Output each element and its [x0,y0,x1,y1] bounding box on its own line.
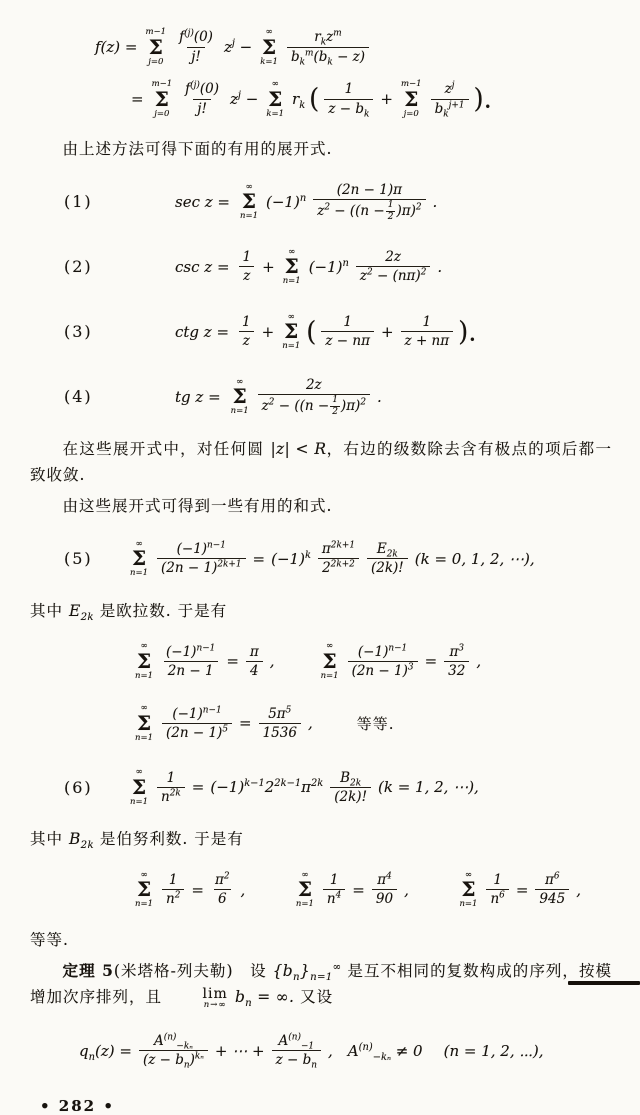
fraction [287,28,369,68]
denominator: $n^{2k}$ [157,787,185,806]
sum-upper-limit: ∞ [301,869,309,880]
fraction [356,248,430,285]
fraction [318,540,359,577]
sum-upper-limit: ∞ [287,311,295,322]
sum-upper-limit: ∞ [140,641,148,652]
text-run: 又设 [294,988,334,1007]
period: . [377,387,382,406]
inline-math-bernoulli-number: $B_{2k}$ [68,830,94,852]
denominator: z + nπ [401,331,454,350]
denominator: $(2n - 1)^5$ [162,723,232,742]
sigma-icon: Σ [284,254,299,279]
comma: , [576,880,581,899]
summation-symbol [240,183,258,221]
denominator: $n^4$ [323,889,345,908]
sum-identities-row-3 [30,865,612,915]
sum-lower-limit: j=0 [148,56,164,67]
numerator: $\pi^6$ [545,871,560,889]
sigma-icon: Σ [297,877,312,902]
sum-lower-limit: n=1 [320,670,339,681]
numerator: 1 [168,872,178,889]
numerator: 1 [332,395,338,406]
fraction [444,643,469,680]
sum-lower-limit: k=1 [260,56,278,67]
fraction [272,1032,321,1072]
sigma-icon: Σ [136,648,152,673]
inline-math-limit: $b_n$ = ∞. [229,988,295,1010]
denominator: $(z - b_n)^{k_n}$ [139,1050,208,1069]
formula-4-body [175,376,385,417]
denominator: $z - b_n$ [272,1050,321,1069]
condition: (k = 1, 2, ⋯), [378,778,479,797]
paragraph-intro: 由上述方法可得下面的有用的展开式. [62,140,333,158]
text-run: ，右边的级数除去含有极点的项后都一致收敛. [30,439,612,485]
sum-lower-limit: n=1 [239,211,258,222]
denominator: 90 [372,889,397,908]
sum-lower-limit: n=1 [135,899,154,910]
sigma-icon: Σ [232,384,247,409]
plus-sign: + [261,322,275,341]
inline-math-disk: |z| < R [270,439,327,458]
summation-symbol [282,313,300,351]
text-run: 是伯努利数. 于是有 [93,830,244,849]
denominator: j! [187,47,205,66]
half-fraction [330,395,340,417]
period: . [437,257,443,276]
sum-lower-limit: j=0 [154,108,170,119]
denominator: $z - b_k$ [324,99,373,118]
sum-upper-limit: m−1 [400,79,422,89]
sum-identity [291,871,412,909]
formula-5-body [125,540,538,578]
numerator: 2z [305,377,322,394]
summation-symbol [135,642,153,680]
denominator-text: )π)$^2$ [340,397,366,415]
text-run: 在这些展开式中，对任何圆 [62,439,271,458]
summation-symbol [266,80,284,118]
fraction [238,313,255,350]
denominator: $(2n - 1)^{2k+1}$ [157,558,246,577]
text-run: 其中 [30,830,69,849]
numerator: $\pi^2$ [214,871,230,889]
equals-sign: = [191,880,204,899]
text-run: 其中 [30,601,69,620]
formula-1-label: (1) [64,192,93,212]
sum-upper-limit: ∞ [135,767,143,778]
theorem-number: 定理 5 [62,960,114,980]
sigma-icon: Σ [284,319,299,344]
sum-upper-limit: ∞ [326,641,334,652]
numerator: $(-1)^{n-1}$ [176,540,226,557]
equation-f-expansion-line2 [30,80,612,118]
sum-lower-limit: k=1 [266,108,285,119]
lhs: sec z = [175,192,230,211]
sum-identities-row-1 [30,636,612,686]
sigma-icon: Σ [148,34,163,59]
fraction [348,643,418,680]
summation-symbol [231,378,249,416]
period: . [432,192,438,211]
sum-identities-row-2 [30,698,612,748]
paragraph-sums-intro: 由这些展开式可得到一些有用的和式. [62,496,333,515]
summation-symbol [321,642,339,680]
term: $z^j$ − [230,90,259,108]
sum-upper-limit: ∞ [236,376,244,387]
formula-4 [30,371,612,423]
sum-upper-limit: ∞ [265,27,273,37]
sum-identity [130,704,316,742]
denominator: 2n − 1 [164,661,218,680]
numerator: $r_kz^m$ [314,28,342,48]
formula-3-label: (3) [64,322,93,342]
denominator: z − nπ [321,331,374,350]
denominator [258,394,370,417]
denominator: $2^{2k+2}$ [318,558,359,577]
right-paren: ). [473,83,492,115]
numerator: $\pi^4$ [377,871,392,889]
numerator: π [249,643,259,660]
fraction [239,248,256,285]
formula-3-body [175,313,478,351]
denominator: $n^6$ [486,889,508,908]
fraction [321,313,374,350]
sum-upper-limit: ∞ [140,703,148,714]
sum-upper-limit: ∞ [140,869,148,880]
sign-term: $(-1)^n$ [266,192,307,211]
sum-lower-limit: n=1 [282,276,301,287]
fraction [401,313,454,350]
paragraph-theorem-5 [30,958,612,1011]
denominator: 32 [444,661,469,680]
summation-symbol [401,80,422,118]
numerator: 1 [387,200,394,211]
numerator: $E_{2k}$ [376,540,398,560]
sigma-icon: Σ [154,86,169,111]
sum-lower-limit: n=1 [295,899,314,910]
coefficient-term: $(-1)^{k-1}2^{2k-1}\pi^{2k}$ [210,778,324,797]
scan-artifact [568,981,640,985]
inline-math-sequence: $\{b_n\}_{n=1}^\infty$ [272,961,342,983]
fraction [259,705,301,742]
summation-symbol [152,80,173,118]
formula-2 [30,241,612,293]
plus-sign: + [380,322,394,341]
numerator: $5\pi^5$ [268,705,292,722]
fraction [162,705,232,742]
denominator: j! [193,99,211,118]
sum-identity [130,642,278,680]
fraction [157,540,246,577]
fraction [162,871,184,908]
numerator: 1 [344,81,354,98]
lhs: tg z = [175,387,221,406]
numerator: 1 [329,872,339,889]
right-paren: ). [458,315,477,348]
sigma-icon: Σ [461,877,476,902]
sum-upper-limit: ∞ [288,246,296,257]
lim-text: lim [202,986,228,1002]
summation-symbol [296,871,314,909]
sigma-icon: Σ [131,774,147,799]
sum-identity [130,871,248,909]
numerator: $A^{(n)}_{-1}$ [278,1032,315,1052]
fraction [313,181,425,222]
plus-sign: + [380,90,393,108]
residue-coefficient: $r_k$ [292,90,306,111]
fraction [175,28,217,65]
comma: , [307,714,313,733]
sum-identity [454,871,584,909]
index-condition: (n = 1, 2, ⋯), [428,1042,544,1061]
sigma-icon: Σ [322,648,337,673]
fraction [246,643,263,680]
equation-f-expansion [30,28,612,118]
etc-text: 等等. [356,714,395,733]
denominator-text: $z^2 - ((n$ − [261,397,330,415]
plus-sign: + [262,257,275,276]
numerator: $\pi^3$ [449,643,464,660]
summation-symbol [260,28,278,66]
sigma-icon: Σ [262,34,277,59]
sigma-icon: Σ [268,86,283,111]
inline-math-euler-number: $E_{2k}$ [68,601,94,623]
formula-5 [30,533,612,585]
numerator: 1 [242,248,252,265]
equals-sign: = [131,90,144,108]
fraction [157,769,185,806]
left-paren: ( [309,83,320,115]
denominator: z [239,266,254,285]
numerator: 1 [242,313,251,330]
equals-sign: = [424,652,438,671]
fraction [324,80,373,120]
summation-symbol [283,248,301,286]
paragraph-bernoulli [30,826,612,853]
denominator: (2k)! [367,558,408,577]
half-fraction [386,200,396,222]
denominator-text: $z^2 - ((n$ − [317,202,385,220]
sign-term: $(-1)^n$ [308,257,349,276]
numerator: (2n − 1)π [336,182,402,199]
sigma-icon: Σ [136,877,152,902]
sigma-icon: Σ [241,189,257,214]
fraction [372,871,397,908]
numerator: 2z [385,248,401,265]
denominator: 4 [246,661,263,680]
equation-qn [30,1025,612,1077]
denominator: z [239,331,254,350]
sum-lower-limit: n=1 [459,899,478,910]
sum-upper-limit: ∞ [271,79,279,89]
numerator: $A^{(n)}_{-k_n}$ [153,1032,193,1052]
sum-lower-limit: n=1 [230,406,249,417]
formula-6 [30,761,612,813]
formula-1-body [175,181,440,222]
fraction [367,540,408,577]
fraction [431,80,469,120]
text-run: 是互不相同的复数构成的序列，按模增加次序排列，且 [30,961,612,1007]
numerator: $f^{(j)}(0)$ [185,80,220,98]
summation-symbol [130,768,148,806]
numerator: $f^{(j)}(0)$ [179,28,213,46]
sum-upper-limit: ∞ [135,538,143,549]
theorem-name: (米塔格-列夫勒) [113,961,234,980]
formula-2-body [175,248,445,286]
formula-2-label: (2) [64,257,93,277]
sigma-icon: Σ [136,710,152,735]
lim-subscript: n→∞ [203,1000,227,1010]
fraction [139,1032,208,1072]
denominator: $b_k^m(b_k - z)$ [287,47,369,66]
formula-5-label: (5) [64,549,93,569]
numerator: $(-1)^{n-1}$ [172,705,222,722]
comma: , [404,880,409,899]
equals-sign: = [252,549,266,568]
left-paren: ( [306,315,317,348]
fraction [258,376,370,417]
sum-lower-limit: n=1 [130,796,149,807]
sum-upper-limit: m−1 [151,79,173,89]
lhs: csc z = [175,257,230,276]
nonzero-condition: , $A^{(n)}_{-k_n} \ne 0$ [328,1042,423,1064]
sum-lower-limit: n=1 [130,568,149,579]
numerator: $B_{2k}$ [340,769,362,789]
page-number: • 282 • [40,1096,115,1115]
text-run: 设 [233,961,273,980]
sum-lower-limit: n=1 [282,341,301,352]
numerator: 1 [422,313,432,330]
fraction [323,871,345,908]
paragraph-etc: 等等. [30,930,69,949]
denominator: 945 [535,889,569,908]
fraction [486,871,508,908]
formula-1 [30,176,612,228]
equals-sign: = [515,880,529,899]
denominator [313,199,425,222]
sum-lower-limit: n=1 [135,732,154,743]
sign-term: $(-1)^k$ [271,549,311,568]
denominator: 1536 [259,723,301,742]
sum-upper-limit: ∞ [464,869,472,880]
denominator: 2 [387,211,394,222]
fraction [330,769,371,806]
formula-4-label: (4) [64,387,93,407]
denominator: (2k)! [330,787,371,806]
numerator: $(-1)^{n-1}$ [166,643,216,660]
denominator: $b_k^{j+1}$ [431,99,469,118]
sigma-icon: Σ [404,86,419,111]
equals-sign: = [226,652,239,671]
fraction [162,643,219,680]
summation-symbol [459,871,477,909]
numerator: $(-1)^{n-1}$ [357,643,408,660]
equals-sign: = [191,778,205,797]
text-run: 是欧拉数. 于是有 [93,601,228,620]
paragraph-euler [30,598,612,625]
fraction [181,80,223,117]
comma: , [476,652,482,671]
condition: (k = 0, 1, 2, ⋯), [414,549,535,568]
formula-6-body [125,768,482,806]
denominator: $n^2$ [162,889,184,908]
sum-lower-limit: n=1 [135,670,154,681]
fraction [535,871,569,908]
comma: , [240,880,246,899]
numerator: 1 [343,313,352,330]
sum-identity [316,642,485,680]
formula-6-label: (6) [64,777,93,797]
denominator: $(2n - 1)^3$ [348,661,418,680]
numerator: $z^j$ [444,80,455,98]
formula-3 [30,306,612,358]
numerator: $\pi^{2k+1}$ [321,540,355,557]
denominator: $z^2 - (n\pi)^2$ [356,266,430,285]
sigma-icon: Σ [131,546,147,571]
equation-f-expansion-line1 [30,28,612,66]
summation-symbol [135,704,153,742]
equals-sign: = [352,880,365,899]
sum-upper-limit: m−1 [145,27,167,37]
denominator: 2 [332,406,338,417]
paragraph-convergence [30,436,612,489]
sum-lower-limit: j=0 [403,108,419,119]
numerator: 1 [493,872,502,889]
limit-operator [170,987,228,1010]
lhs: f(z) = [95,38,138,56]
ellipsis-terms: + ⋯ + [214,1041,265,1060]
denominator-text: )π)$^2$ [396,202,422,220]
equals-sign: = [239,714,252,733]
term: $z^j$ − [223,38,253,56]
lhs: $q_n(z)$ = [79,1041,132,1063]
fraction [211,871,234,908]
lhs: ctg z = [175,322,230,341]
summation-symbol [135,871,153,909]
summation-symbol [146,28,167,66]
comma: , [269,652,275,671]
denominator: 6 [214,889,231,908]
sum-upper-limit: ∞ [245,181,253,192]
numerator: 1 [166,769,176,786]
summation-symbol [130,540,148,578]
